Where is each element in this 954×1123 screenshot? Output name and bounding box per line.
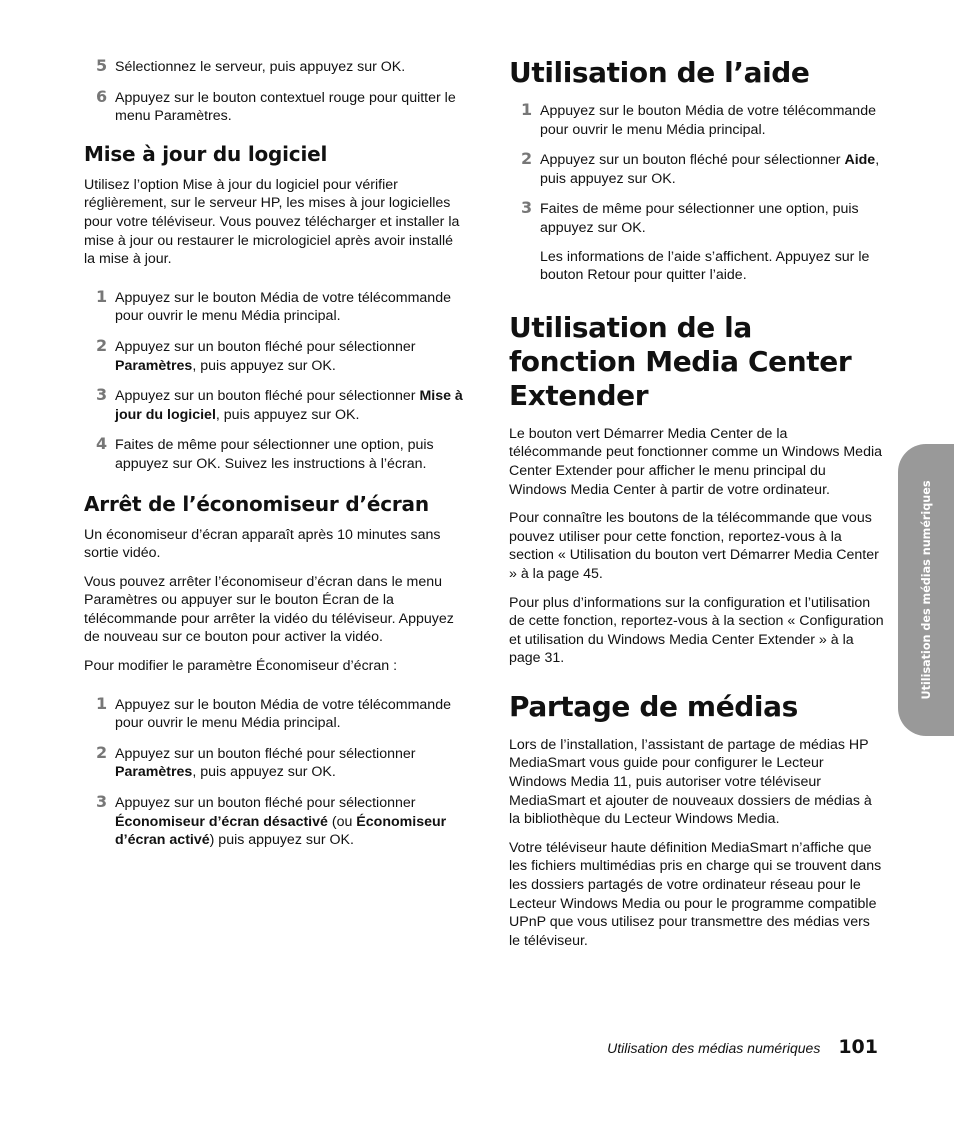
section-paragraph: Lors de l’installation, l’assistant de partage de médias HP MediaSmart vous guide pour configurer le Lecteur Windows Media 11, puis autoriser votre téléviseur MediaSmart et ajouter de nouveaux dossiers de médias à la bibliothèque du Lecteur Windows Media. bbox=[509, 736, 872, 828]
section-heading-screensaver: Arrêt de l’économiseur d’écran bbox=[84, 491, 429, 516]
step-text: Faites de même pour sélectionner une option, puis appuyez sur OK. Suivez les instructions à l’écran. bbox=[115, 437, 434, 472]
section-paragraph: Pour modifier le paramètre Économiseur d’écran : bbox=[84, 658, 398, 675]
step-item bbox=[84, 387, 464, 424]
step-item bbox=[84, 794, 464, 850]
step-item bbox=[84, 286, 464, 326]
step-text: Appuyez sur le bouton Média de votre télécommande pour ouvrir le menu Média principal. bbox=[115, 289, 451, 325]
step-number: 2 bbox=[521, 149, 533, 169]
section-paragraph: Le bouton vert Démarrer Media Center de la télécommande peut fonctionner comme un Windows Media Center Extender pour afficher le menu principal du Windows Media Center à partir de votre ordinateur. bbox=[509, 425, 883, 498]
step-text: Appuyez sur le bouton Média de votre télécommande pour ouvrir le menu Média principal. bbox=[540, 103, 876, 138]
step-text: Sélectionnez le serveur, puis appuyez sur OK. bbox=[115, 59, 406, 75]
step-list bbox=[84, 286, 464, 474]
step-text: Appuyez sur le bouton contextuel rouge pour quitter le menu Paramètres. bbox=[115, 89, 456, 125]
step-number: 5 bbox=[96, 56, 108, 75]
step-number: 3 bbox=[96, 792, 108, 812]
step-text: Appuyez sur un bouton fléché pour sélectionner Économiseur d’écran désactivé (ou Économiseur d’écran activé) puis appuyez sur OK. bbox=[115, 795, 447, 849]
section-paragraph: Pour connaître les boutons de la télécommande que vous pouvez utiliser pour cette fonction, reportez-vous à la section « Utilisation du bouton vert Démarrer Media Center » à la page 45. bbox=[509, 510, 879, 582]
step-text: Appuyez sur un bouton fléché pour sélectionner Paramètres, puis appuyez sur OK. bbox=[115, 338, 416, 374]
step-text: Appuyez sur le bouton Média de votre télécommande pour ouvrir le menu Média principal. bbox=[115, 696, 451, 732]
step-continuation: Les informations de l’aide s’affichent. Appuyez sur le bouton Retour pour quitter l’aide. bbox=[540, 248, 870, 284]
chapter-side-tab-label: Utilisation des médias numériques bbox=[919, 480, 933, 700]
step-item bbox=[509, 200, 884, 237]
step-number: 1 bbox=[96, 286, 108, 306]
right-column bbox=[509, 56, 884, 960]
page-footer bbox=[607, 1036, 878, 1058]
section-paragraph: Pour plus d’informations sur la configuration et l’utilisation de cette fonction, reportez-vous à la section « Configuration et utilisation du Windows Media Center Extender » à la page 31. bbox=[509, 594, 884, 667]
section-paragraph: Votre téléviseur haute définition MediaSmart n’affiche que les fichiers multimédias pris en charge qui se trouvent dans les dossiers partagés de votre ordinateur réseau pour le Lecteur Windows Media ou pour le programme compatible UPnP que vous utilisez pour transmettre des médias vers le téléviseur. bbox=[509, 839, 882, 949]
section-paragraph: Utilisez l’option Mise à jour du logiciel pour vérifier réglièrement, sur le serveur HP, les mises à jour logicielles pour votre téléviseur. Vous pouvez télécharger et installer la mise à jour ou restaurer le micrologiciel après avoir installé la mise à jour. bbox=[84, 176, 460, 268]
section-paragraph: Un économiseur d’écran apparaît après 10 minutes sans sortie vidéo. bbox=[84, 526, 441, 562]
step-list bbox=[84, 58, 464, 126]
step-list bbox=[84, 693, 464, 850]
section-heading-software-update: Mise à jour du logiciel bbox=[84, 141, 328, 166]
step-number: 2 bbox=[96, 335, 108, 355]
step-text: Faites de même pour sélectionner une option, puis appuyez sur OK. bbox=[540, 201, 859, 236]
section-heading-extender: Utilisation de la fonction Media Center Extender bbox=[509, 310, 852, 412]
step-number: 1 bbox=[521, 100, 533, 119]
step-number: 2 bbox=[96, 742, 108, 762]
step-item bbox=[84, 742, 464, 782]
step-number: 6 bbox=[96, 86, 108, 106]
step-item bbox=[84, 335, 464, 375]
step-number: 3 bbox=[521, 198, 533, 218]
step-text: Appuyez sur un bouton fléché pour sélectionner Aide, puis appuyez sur OK. bbox=[540, 152, 880, 187]
step-item bbox=[509, 102, 884, 139]
step-list bbox=[509, 102, 884, 238]
left-column bbox=[84, 58, 464, 862]
step-text: Appuyez sur un bouton fléché pour sélectionner Paramètres, puis appuyez sur OK. bbox=[115, 745, 416, 781]
step-item bbox=[84, 436, 464, 473]
step-number: 3 bbox=[96, 385, 108, 405]
step-number: 4 bbox=[96, 434, 108, 454]
footer-chapter-title: Utilisation des médias numériques bbox=[607, 1040, 821, 1056]
section-heading-help: Utilisation de l’aide bbox=[509, 56, 810, 89]
step-text: Appuyez sur un bouton fléché pour sélectionner Mise à jour du logiciel, puis appuyez sur OK. bbox=[115, 388, 463, 423]
section-paragraph: Vous pouvez arrêter l’économiseur d’écran dans le menu Paramètres ou appuyer sur le bouton Écran de la télécommande pour arrêter la vidéo du téléviseur. Appuyez de nouveau sur ce bouton pour activer la vidéo. bbox=[84, 573, 454, 646]
step-item bbox=[509, 151, 884, 188]
chapter-side-tab bbox=[898, 444, 954, 736]
section-heading-media-sharing: Partage de médias bbox=[509, 689, 798, 723]
step-item bbox=[84, 58, 464, 77]
step-number: 1 bbox=[96, 693, 108, 713]
step-item bbox=[84, 693, 464, 733]
step-item bbox=[84, 86, 464, 126]
page-number: 101 bbox=[838, 1036, 878, 1058]
